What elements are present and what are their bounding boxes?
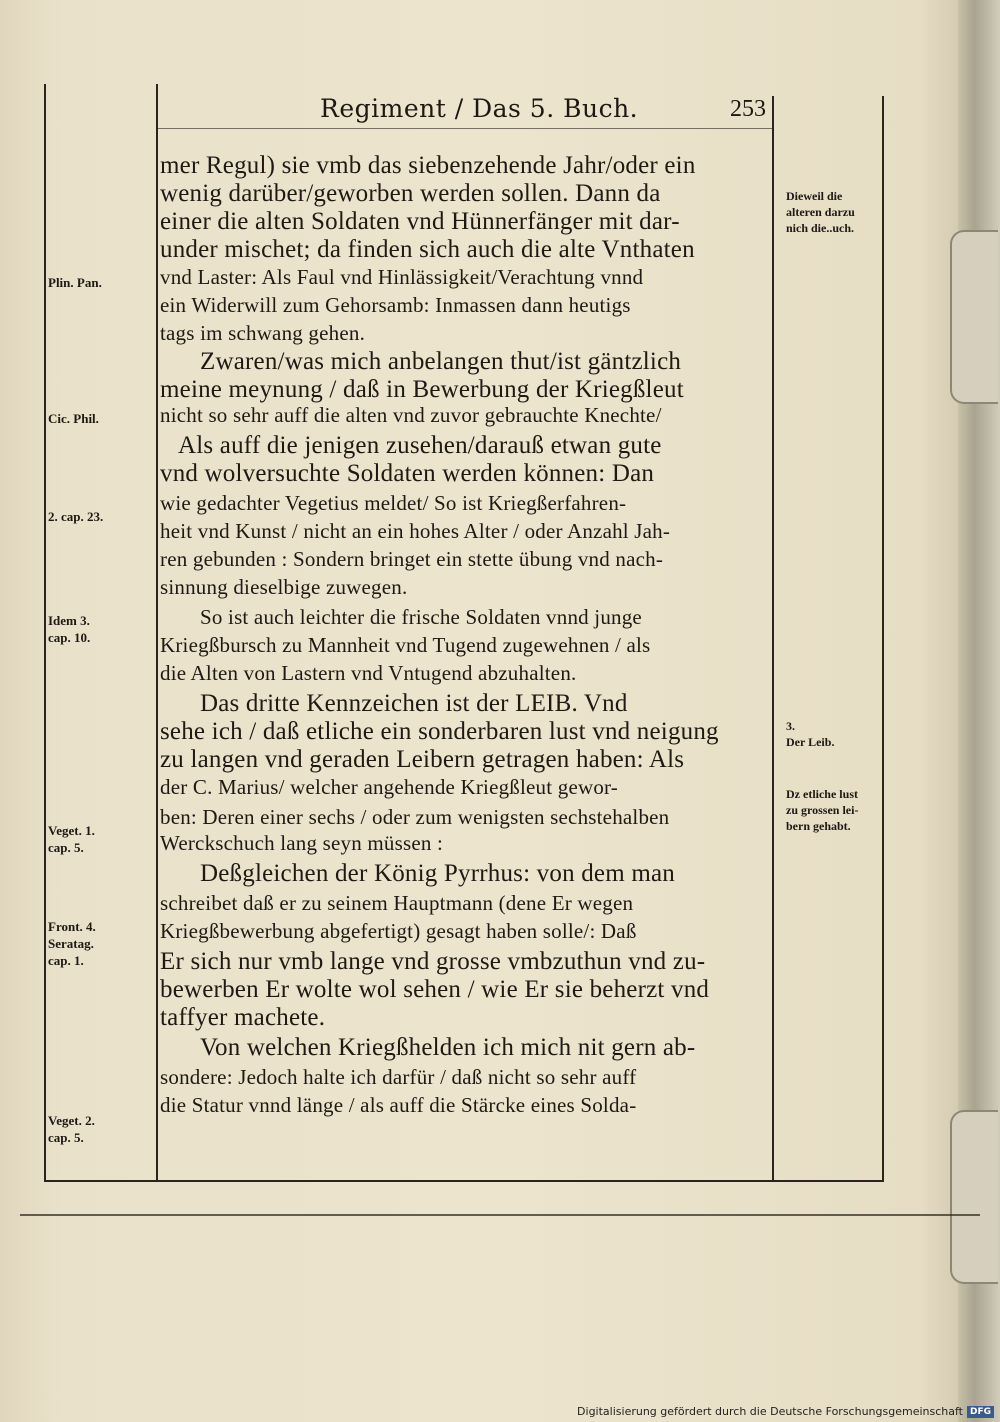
left-margin-note	[48, 612, 90, 646]
text-line: der C. Marius/ welcher angehende Kriegßleut gewor-	[160, 775, 618, 799]
left-inner-rule	[156, 84, 158, 1182]
left-margin-note	[48, 508, 103, 525]
text-line: die Alten von Lastern vnd Vntugend abzuhalten.	[160, 661, 577, 685]
text-line: taffyer machete.	[160, 1004, 326, 1031]
right-margin-note	[786, 786, 858, 834]
text-line: mer Regul) sie vmb das siebenzehende Jahr/oder ein	[160, 152, 696, 179]
note-line: cap. 5.	[48, 840, 84, 855]
left-margin-note	[48, 410, 99, 427]
note-line: cap. 1.	[48, 953, 84, 968]
dfg-logo: DFG	[967, 1406, 994, 1418]
header-rule	[156, 128, 772, 129]
right-outer-rule	[882, 96, 884, 1182]
text-line: ren gebunden : Sondern bringet ein stette übung vnd nach-	[160, 547, 664, 571]
text-line: So ist auch leichter die frische Soldaten vnnd junge	[200, 605, 642, 629]
header-title: Regiment / Das 5. Buch.	[320, 94, 639, 123]
text-line: Werckschuch lang seyn müssen :	[160, 831, 444, 855]
note-line: nich die..uch.	[786, 221, 855, 235]
text-line: Als auff die jenigen zusehen/darauß etwan gute	[178, 432, 662, 459]
text-line: tags im schwang gehen.	[160, 321, 366, 345]
text-line: bewerben Er wolte wol sehen / wie Er sie beherzt vnd	[160, 976, 710, 1003]
right-inner-rule	[772, 96, 774, 1182]
bottom-rule	[44, 1180, 884, 1182]
text-line: schreibet daß er zu seinem Hauptmann (dene Er wegen	[160, 891, 634, 915]
text-line: meine meynung / daß in Bewerbung der Kriegßleut	[160, 376, 684, 403]
note-line: zu grossen lei-	[786, 803, 859, 817]
note-line: cap. 5.	[48, 1130, 84, 1145]
text-line: sinnung dieselbige zuwegen.	[160, 575, 408, 599]
text-line: Er sich nur vmb lange vnd grosse vmbzuthun vnd zu-	[160, 948, 706, 975]
note-line: bern gehabt.	[786, 819, 851, 833]
page-tab-lower	[950, 1110, 998, 1284]
text-line: vnd wolversuchte Soldaten werden können: Dan	[160, 460, 655, 487]
right-margin-note	[786, 188, 855, 236]
left-margin-note	[48, 822, 95, 856]
credit-text: Digitalisierung gefördert durch die Deutsche Forschungsgemeinschaft	[577, 1405, 963, 1418]
note-line: Veget. 1.	[48, 823, 95, 838]
left-margin-note	[48, 1112, 95, 1146]
running-header	[320, 86, 780, 126]
text-line: ben: Deren einer sechs / oder zum wenigsten sechstehalben	[160, 805, 670, 829]
text-line: sehe ich / daß etliche ein sonderbaren lust vnd neigung	[160, 718, 719, 745]
text-line: Kriegßbewerbung abgefertigt) gesagt haben solle/: Daß	[160, 919, 637, 943]
note-line: Front. 4.	[48, 919, 96, 934]
note-line: Der Leib.	[786, 735, 835, 749]
note-line: Seratag.	[48, 936, 94, 951]
text-line: Das dritte Kennzeichen ist der LEIB. Vnd	[200, 690, 628, 717]
text-line: wie gedachter Vegetius meldet/ So ist Kriegßerfahren-	[160, 491, 627, 515]
scan-edge-rule	[20, 1214, 980, 1216]
note-line: Dz etliche lust	[786, 787, 858, 801]
text-line: die Statur vnnd länge / als auff die Stärcke eines Solda-	[160, 1093, 637, 1117]
text-line: Deßgleichen der König Pyrrhus: von dem man	[200, 860, 675, 887]
note-line: 2. cap. 23.	[48, 509, 104, 524]
note-line: Veget. 2.	[48, 1113, 95, 1128]
note-line: alteren darzu	[786, 205, 855, 219]
text-line: zu langen vnd geraden Leibern getragen haben: Als	[160, 746, 685, 773]
right-margin-note	[786, 718, 834, 750]
text-line: wenig darüber/geworben werden sollen. Dann da	[160, 180, 661, 207]
left-margin-note	[48, 274, 102, 291]
note-line: Dieweil die	[786, 189, 843, 203]
note-line: Idem 3.	[48, 613, 90, 628]
text-line: heit vnd Kunst / nicht an ein hohes Alter / oder Anzahl Jah-	[160, 519, 671, 543]
page-tab-upper	[950, 230, 998, 404]
left-margin-note	[48, 918, 96, 969]
page-number: 253	[730, 96, 766, 122]
footer-credit	[577, 1405, 994, 1418]
text-line: nicht so sehr auff die alten vnd zuvor gebrauchte Knechte/	[160, 403, 662, 427]
left-outer-rule	[44, 84, 46, 1182]
note-line: 3.	[786, 719, 795, 733]
text-line: sondere: Jedoch halte ich darfür / daß nicht so sehr auff	[160, 1065, 637, 1089]
text-line: einer die alten Soldaten vnd Hünnerfänger mit dar-	[160, 208, 680, 235]
text-line: Zwaren/was mich anbelangen thut/ist gäntzlich	[200, 348, 682, 375]
note-line: cap. 10.	[48, 630, 91, 645]
text-line: Kriegßbursch zu Mannheit vnd Tugend zugewehnen / als	[160, 633, 651, 657]
text-line: Von welchen Kriegßhelden ich mich nit gern ab-	[200, 1034, 696, 1061]
text-line: under mischet; da finden sich auch die alte Vnthaten	[160, 236, 695, 263]
note-line: Cic. Phil.	[48, 411, 99, 426]
text-line: vnd Laster: Als Faul vnd Hinlässigkeit/Verachtung vnnd	[160, 265, 644, 289]
note-line: Plin. Pan.	[48, 275, 102, 290]
text-line: ein Widerwill zum Gehorsamb: Inmassen dann heutigs	[160, 293, 631, 317]
